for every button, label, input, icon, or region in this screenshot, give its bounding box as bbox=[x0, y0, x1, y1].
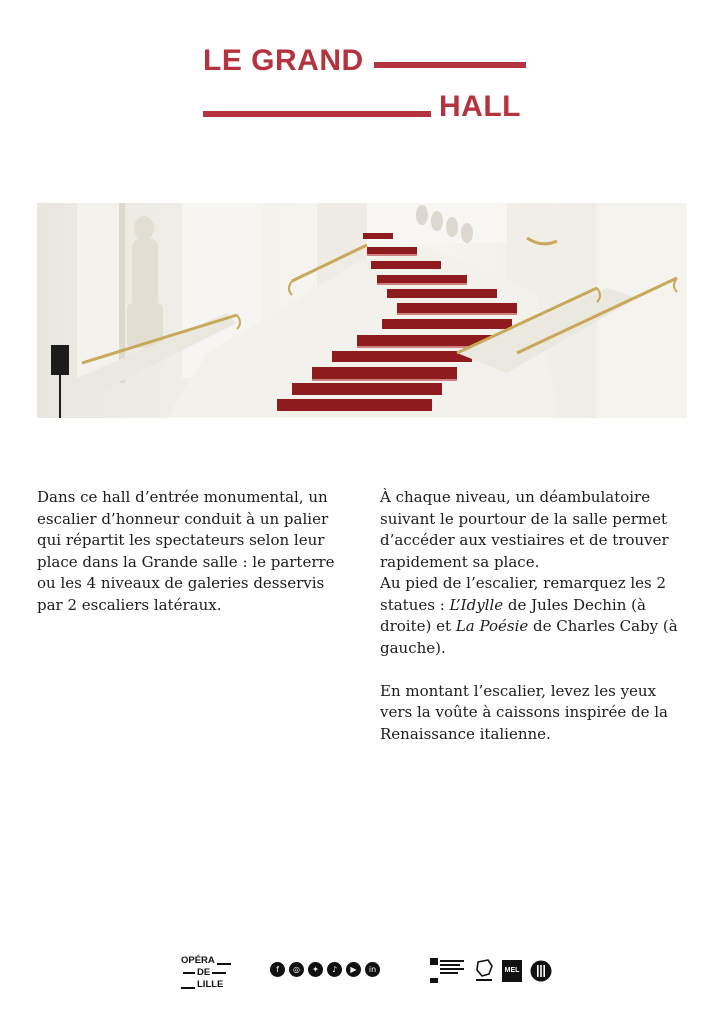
left-paragraph: Dans ce hall d’entrée monumental, un escalier d’honneur conduit à un palier qui répartit les spectateurs selon leur place dans la Grande salle : le parterre ou les 4 niveaux de galeries desservis par 2 escaliers latéraux. bbox=[37, 488, 335, 614]
right-paragraph-2 bbox=[380, 573, 690, 659]
social-links bbox=[270, 962, 380, 977]
youtube-icon[interactable]: ▶ bbox=[346, 962, 361, 977]
title-rule-right bbox=[374, 62, 526, 68]
partner-logos bbox=[430, 958, 552, 984]
region-hauts-de-france-logo-icon bbox=[430, 958, 466, 984]
right-text-column bbox=[380, 487, 690, 745]
p2-text-b: de Jules Dechin (à droite) et bbox=[380, 595, 646, 635]
linkedin-icon[interactable]: in bbox=[365, 962, 380, 977]
ville-de-lille-logo-icon bbox=[530, 960, 552, 982]
left-text-column bbox=[37, 487, 337, 616]
logo-text-lille: LILLE bbox=[197, 979, 224, 990]
title-line-2 bbox=[203, 90, 521, 124]
right-paragraph-1: À chaque niveau, un déambulatoire suivant le pourtour de la salle permet d’accéder aux vestiaires et de trouver rapidement sa place. bbox=[380, 488, 669, 571]
statue-title-idylle: L’Idylle bbox=[449, 595, 504, 614]
facebook-icon[interactable]: f bbox=[270, 962, 285, 977]
logo-text-de: DE bbox=[197, 967, 211, 978]
title-line-1 bbox=[203, 44, 526, 78]
title-rule-left bbox=[203, 111, 431, 117]
logo-text-opera: OPÉRA bbox=[181, 955, 215, 966]
twitter-icon[interactable]: ✦ bbox=[308, 962, 323, 977]
grand-staircase-photo bbox=[37, 203, 687, 418]
opera-de-lille-logo[interactable] bbox=[181, 955, 237, 991]
p2-text-c: de Charles Caby (à gauche). bbox=[380, 617, 678, 657]
p2-text-a: Au pied de l’escalier, remarquez les 2 statues : bbox=[380, 574, 667, 614]
right-paragraph-3: En montant l’escalier, levez les yeux vers la voûte à caissons inspirée de la Renaissance italienne. bbox=[380, 681, 668, 743]
page-title-part1: LE GRAND bbox=[203, 44, 364, 77]
page-title-part2: HALL bbox=[439, 90, 521, 123]
tiktok-icon[interactable]: ♪ bbox=[327, 962, 342, 977]
statue-title-poesie: La Poésie bbox=[455, 617, 529, 635]
instagram-icon[interactable]: ◎ bbox=[289, 962, 304, 977]
mel-logo-icon: MEL bbox=[502, 960, 522, 982]
ministere-culture-logo-icon bbox=[474, 958, 494, 984]
